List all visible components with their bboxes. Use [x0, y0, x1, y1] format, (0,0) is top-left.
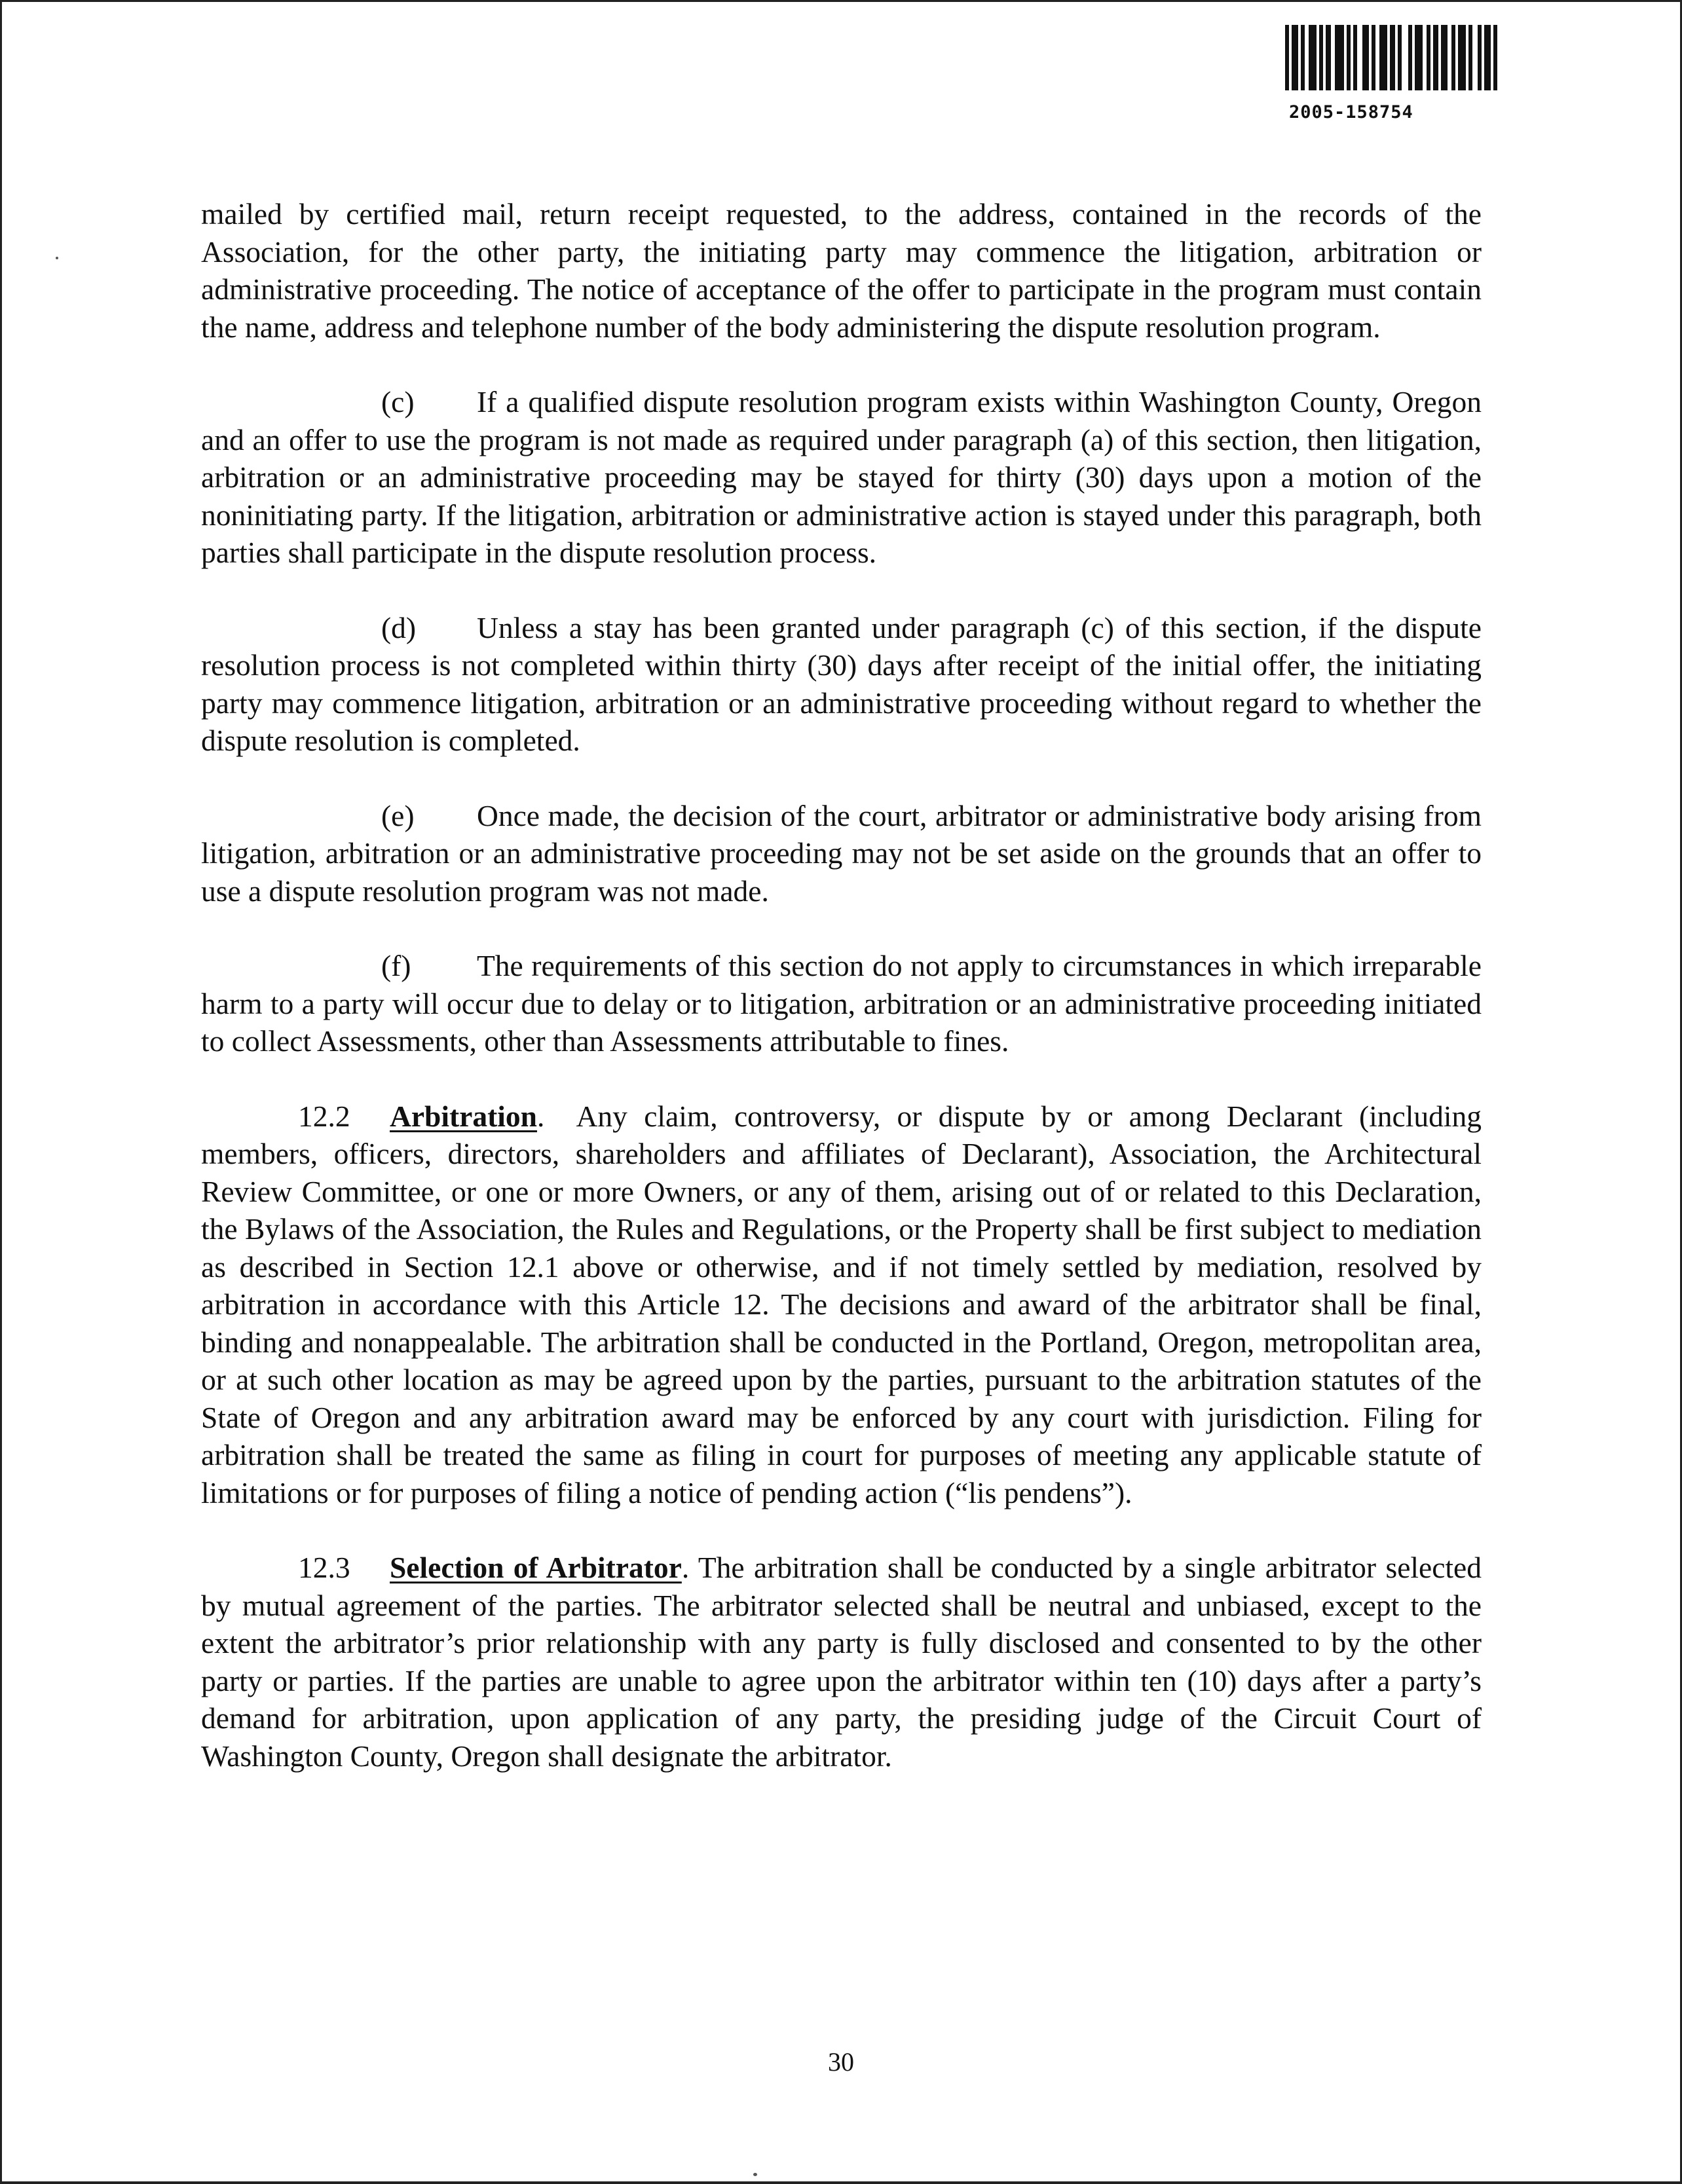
barcode-number: 2005-158754 [1289, 102, 1413, 122]
section-12-2-title-period: . [536, 1099, 576, 1133]
subparagraph-f-text: The requirements of this section do not apply to circumstances in which irreparable harm to a party will occur due to delay or to litigation, arbitration or an administrative proceeding initiated to collect Assessments, other than Assessments attributable to fines. [201, 949, 1482, 1058]
subparagraph-d-label: (d) [381, 610, 417, 644]
subparagraph-e-text: Once made, the decision of the court, arbitrator or administrative body arising from litigation, arbitration or an administrative proceeding may not be set aside on the grounds that an offer to use a dispute resolution program was not made. [201, 798, 1482, 908]
subparagraph-c [201, 383, 1482, 572]
barcode [1284, 25, 1582, 130]
subparagraph-f-label: (f) [381, 949, 411, 982]
subparagraph-d [201, 609, 1482, 760]
subparagraph-c-label: (c) [381, 385, 415, 418]
paragraph-continued-text: mailed by certified mail, return receipt requested, to the address, contained in the records of the Association, for the other party, the initiating party may commence the litigation, arbitration or administrative proceeding. The notice of acceptance of the offer to participate in the program must contain the name, address and telephone number of the body administering the dispute resolution program. [201, 197, 1482, 344]
section-12-3-text: The arbitration shall be conducted by a single arbitrator selected by mutual agreement of the parties. The arbitrator selected shall be neutral and unbiased, except to the extent the arbitrator’s prior relationship with any party is fully disclosed and consented to by the other party or parties. If the parties are unable to agree upon the arbitrator within ten (10) days after a party’s demand for arbitration, upon application of any party, the presiding judge of the Circuit Court of Washington County, Oregon shall designate the arbitrator. [201, 1551, 1482, 1773]
scan-speck [753, 2173, 757, 2176]
page-border-bottom [0, 2181, 1682, 2184]
section-12-3-title: Selection of Arbitrator [390, 1551, 682, 1584]
subparagraph-e-label: (e) [381, 798, 415, 832]
subparagraph-f [201, 947, 1482, 1060]
scan-speck [56, 257, 58, 259]
section-12-3 [201, 1549, 1482, 1775]
document-body [201, 195, 1482, 1775]
section-12-2 [201, 1098, 1482, 1512]
section-12-2-text: Any claim, controversy, or dispute by or among Declarant (including members, officers, directors, shareholders and affiliates of Declarant), Association, the Architectural Review Committee, or one or more Owners, or any of them, arising out of or related to this Declaration, the Bylaws of the Association, the Rules and Regulations, or the Property shall be first subject to mediation as described in Section 12.1 above or otherwise, and if not timely settled by mediation, resolved by arbitration in accordance with this Article 12. The decisions and award of the arbitrator shall be final, binding and nonappealable. The arbitration shall be conducted in the Portland, Oregon, metropolitan area, or at such other location as may be agreed upon by the parties, pursuant to the arbitration statutes of the State of Oregon and any arbitration award may be enforced by any court with jurisdiction. Filing for arbitration shall be treated the same as filing in court for purposes of meeting any applicable statute of limitations or for purposes of filing a notice of pending action (“lis pendens”). [201, 1099, 1482, 1509]
subparagraph-d-text: Unless a stay has been granted under paragraph (c) of this section, if the dispute resolution process is not completed within thirty (30) days after receipt of the initial offer, the initiating party may commence litigation, arbitration or an administrative proceeding without regard to whether the dispute resolution is completed. [201, 610, 1482, 757]
subparagraph-c-text: If a qualified dispute resolution program exists within Washington County, Oregon and an offer to use the program is not made as required under paragraph (a) of this section, then litigation, arbitration or an administrative proceeding may be stayed for thirty (30) days upon a motion of the noninitiating party. If the litigation, arbitration or administrative action is stayed under this paragraph, both parties shall participate in the dispute resolution process. [201, 385, 1482, 569]
page-border-left [0, 0, 2, 2184]
paragraph-continued [201, 195, 1482, 346]
subparagraph-e [201, 797, 1482, 910]
section-12-2-title: Arbitration [390, 1099, 537, 1133]
section-12-3-title-period: . [681, 1551, 698, 1584]
page-number: 30 [828, 2047, 854, 2077]
page-border-top [0, 0, 1682, 2]
barcode-icon [1284, 25, 1582, 90]
section-12-3-number: 12.3 [298, 1551, 350, 1584]
section-12-2-number: 12.2 [298, 1099, 350, 1133]
